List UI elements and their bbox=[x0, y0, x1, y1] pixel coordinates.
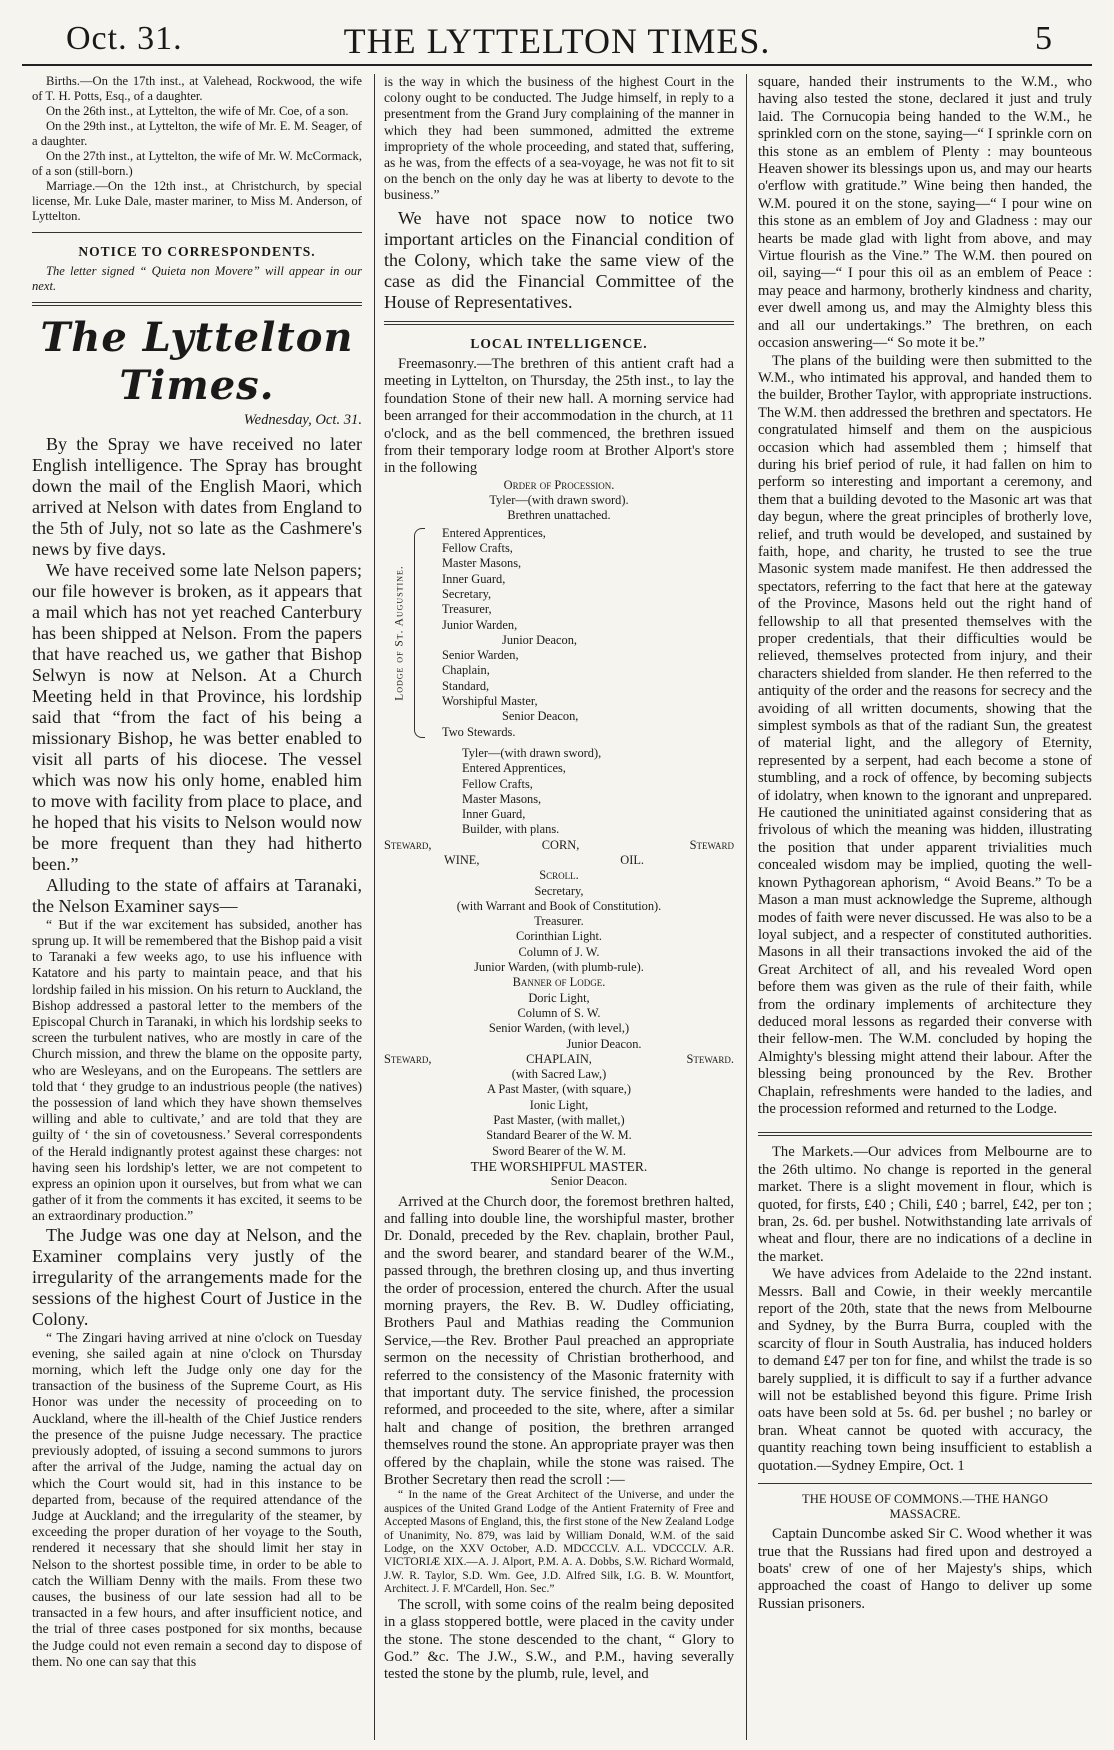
markets-paragraph: The Markets.—Our advices from Melbourne are to the 26th ultimo. No change is reported in the general market. There is a slight movement in flour, which is quoted, for firsts, £40 ; Chili, £40 ; barrel, £42, per ton ; bran, 2s. 6d. per bushel. Notwithstanding late arrivals of wheat and flour, there are no indications of a decline in the market. bbox=[758, 1144, 1092, 1265]
chaplain-row bbox=[384, 1052, 734, 1067]
procession-line: Inner Guard, bbox=[462, 807, 526, 822]
issue-date: Oct. 31. bbox=[66, 20, 183, 57]
procession-line: Corinthian Light. bbox=[515, 929, 603, 944]
lodge-label: Lodge of St. Augustine. bbox=[393, 565, 406, 701]
divider bbox=[32, 302, 362, 306]
notice-text: The letter signed “ Quieta non Movere” will appear in our next. bbox=[32, 264, 362, 294]
procession-line: Ionic Light, bbox=[529, 1097, 589, 1112]
procession-line: Tyler—(with drawn sword), bbox=[462, 745, 602, 760]
procession-line: Sword Bearer of the W. M. bbox=[492, 1143, 626, 1158]
steward-label: Steward, bbox=[384, 1051, 432, 1066]
procession-line: Standard, bbox=[442, 678, 490, 693]
dateline: Wednesday, Oct. 31. bbox=[243, 412, 362, 429]
column-1 bbox=[32, 74, 362, 1740]
procession-line: Senior Warden, (with level,) bbox=[488, 1021, 630, 1036]
marriage-notice: Marriage.—On the 12th inst., at Christchurch, by special license, Mr. Luke Dale, master mariner, to Miss M. Anderson, of Lyttelton. bbox=[32, 179, 362, 223]
procession-line: A Past Master, (with square,) bbox=[486, 1082, 632, 1097]
notice-heading: NOTICE TO CORRESPONDENTS. bbox=[78, 244, 316, 259]
procession-line: Entered Apprentices, bbox=[462, 761, 566, 776]
procession-line: Entered Apprentices, bbox=[442, 525, 546, 540]
wine-oil-row bbox=[384, 853, 734, 868]
procession-line: Secretary, bbox=[442, 586, 492, 601]
procession-line: Junior Warden, bbox=[442, 617, 518, 632]
birth-notice: On the 29th inst., at Lyttelton, the wife of Mr. E. M. Seager, of a daughter. bbox=[32, 119, 362, 148]
procession-line: Banner of Lodge. bbox=[512, 975, 606, 990]
divider bbox=[758, 1483, 1092, 1484]
procession-line: Junior Deacon, bbox=[502, 632, 578, 647]
birth-notice: On the 27th inst., at Lyttelton, the wife of Mr. W. McCormack, of a son (still-born.) bbox=[32, 149, 362, 178]
birth-notice: On the 26th inst., at Lyttelton, the wife of Mr. Coe, of a son. bbox=[46, 104, 349, 118]
procession-line: Fellow Crafts, bbox=[442, 541, 513, 556]
divider bbox=[758, 1132, 1092, 1136]
commons-heading: THE HOUSE OF COMMONS.—THE HANGO MASSACRE. bbox=[802, 1492, 1048, 1522]
procession-line: Fellow Crafts, bbox=[462, 776, 533, 791]
freemasonry-paragraph: Freemasonry.—The brethren of this antient craft had a meeting in Lyttelton, on Thursday, the 25th inst., to lay the foundation Stone of their new hall. A morning service had been arranged for their accommodation in the church, at 11 o'clock, and as the bell commenced, the brethren issued from their temporary lodge room at Brother Alport's store in the following bbox=[384, 356, 734, 477]
column-3 bbox=[758, 74, 1092, 1740]
procession-line: (with Warrant and Book of Constitution). bbox=[456, 898, 662, 913]
procession-line: Master Masons, bbox=[442, 556, 522, 571]
divider bbox=[384, 321, 734, 325]
steward-label: Steward, bbox=[384, 837, 432, 852]
adelaide-paragraph: We have advices from Adelaide to the 22nd instant. Messrs. Ball and Cowie, in their weekly mercantile report of the 20th, state that the news from Melbourne and Sydney, by the Burra Burra, coupled with the scarcity of flour in South Australia, has induced holders to demand £47 per ton for fine, and whilst the trade is so barely supplied, it is difficult to say if a further advance will not be established beyond this figure. Prime Irish oats have been sold at 5s. 6d. per bushel ; no barley or bran. Wheat cannot be quoted with accuracy, the quantity reaching town being insufficient to establish a quotation.—Sydney Empire, Oct. 1 bbox=[758, 1266, 1092, 1474]
column-2 bbox=[384, 74, 734, 1740]
oil-label: OIL. bbox=[620, 853, 644, 867]
procession-line: Inner Guard, bbox=[442, 571, 506, 586]
scroll-deposit-paragraph: The scroll, with some coins of the realm being deposited in a glass stoppered bottle, were placed in the cavity under the stone. The stone descended to the chant, “ Glory to God.” &c. The J.W., S.W., and P.M., having severally tested the stone by the plumb, rule, level, and bbox=[384, 1596, 734, 1683]
lodge-block bbox=[384, 526, 734, 740]
procession-line: Worshipful Master, bbox=[442, 694, 538, 709]
steward-label: Steward bbox=[689, 837, 734, 852]
steward-row bbox=[384, 838, 734, 853]
article-paragraph: By the Spray we have received no later English intelligence. The Spray has brought down the mail of the English Maori, which arrived at Nelson with dates from England to the 5th of July, not so late as the Cashmere's news by five days. bbox=[32, 433, 362, 559]
divider bbox=[32, 232, 362, 233]
scroll-text: “ In the name of the Great Architect of the Universe, and under the auspices of the United Grand Lodge of the Antient Fraternity of Free and Accepted Masons of England, this, the first stone of the New Zealand Lodge of Unanimity, No. 879, was laid by William Donald, W.M. of the said Lodge, on the XXV October, A.D. MDCCCLV. A.L. VDCCCLV. A.R. VICTORIÆ XIX.—A. J. Alport, P.M. A. A. Dobbs, S.W. Richard Wormald, J.W. R. Taylor, S.D. Wm. Gee, J.D. Alfred Silk, I.G. B. W. Mountfort, Architect. J. F. M'Cardell, Hon. Sec.” bbox=[384, 1489, 734, 1596]
procession-line: Junior Warden, (with plumb-rule). bbox=[474, 960, 644, 975]
column-rule bbox=[746, 74, 747, 1740]
financial-paragraph: We have not space now to notice two important articles on the Financial condition of the Colony, which take the same view of the case as did the Financial Committee of the House of Representatives. bbox=[384, 207, 734, 312]
chaplain-label: CHAPLAIN, bbox=[526, 1051, 592, 1066]
procession-line: Two Stewards. bbox=[442, 724, 516, 739]
procession-line: Standard Bearer of the W. M. bbox=[486, 1128, 632, 1143]
procession-line: Senior Warden, bbox=[442, 648, 519, 663]
procession-line: Tyler—(with drawn sword). bbox=[489, 493, 629, 508]
bracket bbox=[414, 528, 425, 738]
worshipful-master: THE WORSHIPFUL MASTER. bbox=[470, 1158, 648, 1174]
procession-line: Senior Deacon, bbox=[502, 709, 579, 724]
procession-line: Builder, with plans. bbox=[462, 822, 560, 837]
arrival-paragraph: Arrived at the Church door, the foremost brethren halted, and falling into double line, the worshipful master, brother Dr. Donald, preceded by the Rev. chaplain, brother Paul, and the sword bearer, and standard bearer of the W.M., passed through, the brethren closing up, and thus inverting the order of procession, entered the church. After the usual morning prayers, the Rev. B. W. Dudley officiating, Brothers Paul and Mathias reading the Communion Service,—the Rev. Brother Paul preached an appropriate sermon on the necessity of Christian brotherhood, and referred to the consistency of the Masonic fraternity with that important duty. The service finished, the procession reformed, and proceeded to the site, where, after a similar halt and change of position, the brethren arranged themselves round the stone. An appropriate prayer was then offered by the chaplain, while the stone was raised. The Brother Secretary then read the scroll :— bbox=[384, 1193, 734, 1489]
steward-label: Steward. bbox=[686, 1051, 734, 1066]
quote-paragraph: “ The Zingari having arrived at nine o'clock on Tuesday evening, she sailed again at nine o'clock on Thursday morning, which left the Judge only one day for the transaction of the business of the Supreme Court, as His Honor was under the necessity of proceeding on to Auckland, where the ill-health of the Chief Justice renders the presence of the puisne Judge necessary. The practice previously adopted, of issuing a second summons to jurors after the arrival of the Judge, naming the actual day on which the Court would sit, had in this instance to be departed from, because of the required attendance of the Judge at Auckland; and the irregularity of the steamer, by exceeding the proper duration of her voyage to the South, rendered it necessary that she should limit her stay in Nelson to the shortest possible time, in order to be able to catch the William Denny with the mails. From these two causes, the business of our late session had all to be transacted in a few hours, and after insufficient notice, and the trial of three cases postponed for six months, because the Judge could not even remain a second day to dispose of them. No one can say that this bbox=[32, 1329, 362, 1669]
birth-notice: Births.—On the 17th inst., at Valehead, Rockwood, the wife of T. H. Potts, Esq., of a daughter. bbox=[32, 74, 362, 103]
article-paragraph: The Judge was one day at Nelson, and the Examiner complains very justly of the irregularity of the arrangements made for the sessions of the highest Court of Justice in the Colony. bbox=[32, 1224, 362, 1329]
corn-label: CORN, bbox=[541, 837, 580, 852]
newspaper-title: THE LYTTELTON TIMES. bbox=[343, 21, 771, 61]
procession-line: Treasurer, bbox=[442, 602, 492, 617]
procession-line: Brethren unattached. bbox=[507, 508, 611, 523]
article-paragraph: Alluding to the state of affairs at Taranaki, the Nelson Examiner says— bbox=[32, 874, 362, 916]
columns bbox=[22, 74, 1092, 1740]
procession-line: Past Master, (with mallet,) bbox=[493, 1113, 625, 1128]
masthead bbox=[22, 14, 1092, 66]
paper-title: The Lyttelton Times. bbox=[40, 314, 354, 410]
procession-line: Chaplain, bbox=[442, 663, 490, 678]
order-title: Order of Procession. bbox=[503, 477, 615, 492]
plans-paragraph: The plans of the building were then submitted to the W.M., who intimated his approval, and handed them to the builder, Brother Taylor, with appropriate instructions. The W.M. then addressed the brethren and spectators. He congratulated himself and them on the auspicious occasion which had assembled them ; himself that during his brief period of rule, it had fallen on him to perform so interesting and important a ceremony, and them that a building devoted to the Masonic art was that day begun, where the great principles of brotherly love, relief, and truth would be developed, and sustained by faith, hope, and charity, he trusted to see the true Masonic system made manifest. He then addressed the spectators, referring to the fact that here at the gateway of the Province, Masons held out the right hand of fellowship to all that presented themselves with the proper credentials, that their difficulties would be relieved, themselves protected from injury, and their characters shielded from slander. He then referred to the antiquity of the order and the reasons for secrecy and the avoiding of all written documents, showing that the simplest symbols as that of the radiant Sun, the greatest of material light, and the allegory of Eternity, represented by a serpent, had each become a stone of stumbling, and a rock of offence, by becoming subjects of idolatry, when known to the ignorant and unprepared. He cautioned the uninitiated against considering that as frivolous of which the meaning was hidden, illustrating the position that under apparent trivialities much concealed wisdom may be implied, quoting the well-known Pythagorean aphorism, “ Avoid Beans.” To be a Mason a man must acknowledge the Supreme, although modes of faith were never discussed. He was also to be a loyal subject, and a respecter of constituted authorities. Masons in all their transactions invoked the aid of the Great Architect of all, and his revealed Word open before them was given as the rule of their faith, while from the ordinary implements of architecture they deduced moral lessons as regarded their converse with their fellow-men. The W.M. concluded by hoping the Almighty's blessing might attend their labour. After the blessing being pronounced by the Rev. Brother Chaplain, refreshments were handed to the ladies, and the procession reformed and returned to the Lodge. bbox=[758, 352, 1092, 1117]
procession-line: Secretary, bbox=[534, 883, 584, 898]
quote-paragraph: “ But if the war excitement has subsided, another has sprung up. It will be remembered that the Bishop paid a visit to Taranaki a few weeks ago, to use his influence with Katatore and his party to maintain peace, and that his lordship failed in his mission. On his return to Auckland, the Bishop addressed a pastoral letter to the members of the Episcopal Church in Taranaki, in which his lordship seeks to screen the turbulent natives, who are mostly in care of the Church mission, and threw the blame on the opposite party, who are Wesleyans, and on the Europeans. The settlers are told that ‘ they grudge to an industrious people (the natives) the possession of land which they have shown themselves willing and able to cultivate,’ and are told that they are guilty of ‘ the sin of covetousness.’ Several correspondents of the Herald indignantly protest against these charges: not having seen his lordship's letter, we are not competent to express an opinion upon it ourselves, but from what we can gather of it from the comments it has excited, it seems to be an extraordinary production.” bbox=[32, 916, 362, 1224]
procession-line: Scroll. bbox=[539, 868, 579, 883]
article-paragraph: We have received some late Nelson papers; our file however is broken, as it appears that a mail which has not yet reached Canterbury has been shipped at Nelson. From the papers that have reached us, we gather that Bishop Selwyn is now at Nelson. At a Church Meeting held in that Province, his lordship said that “from the fact of his being a missionary Bishop, he was better enabled to visit all parts of his diocese. The vessel which was now his only home, enabled him to move with facility from place to place, and he hoped that his visits to Nelson would now be more frequent than they had hitherto been.” bbox=[32, 559, 362, 874]
procession-line: Treasurer. bbox=[534, 914, 584, 929]
order-of-procession bbox=[384, 478, 734, 1190]
procession-line: Senior Deacon. bbox=[550, 1174, 628, 1189]
procession-line: Column of S. W. bbox=[517, 1005, 601, 1020]
procession-line: (with Sacred Law,) bbox=[511, 1067, 607, 1082]
commons-paragraph: Captain Duncombe asked Sir C. Wood whether it was true that the Russians had fired upon and destroyed a boats' crew of one of her Majesty's ships, which approached the coast of Hango to deliver up some Russian prisoners. bbox=[758, 1526, 1092, 1612]
local-intelligence-heading: LOCAL INTELLIGENCE. bbox=[470, 335, 648, 351]
wine-label: WINE, bbox=[444, 853, 480, 867]
procession-line: Junior Deacon. bbox=[566, 1036, 642, 1051]
procession-line: Master Masons, bbox=[462, 791, 542, 806]
ceremony-paragraph: square, handed their instruments to the W.M., who having also tested the stone, declared it just and truly laid. The Cornucopia being handed to the W.M., he sprinkled corn on the stone, saying—“ I sprinkle corn on this stone as an emblem of Plenty : may bounteous Heaven shower its blessings upon us, and may our hearts o'erflow with gratitude.” Wine being then handed, the W.M. poured it on the stone, saying—“ I pour wine on this stone as an emblem of Joy and Gladness : may our hearts be made glad with light from above, and may Virtue flourish as the Vine.” The W.M. then poured on oil, saying—“ I pour this oil as an emblem of Peace : may peace and harmony, brotherly kindness and charity, ever dwell among us, and may the Almighty bless this and all our undertakings.” The brethren, on each occasion answering—“ So mote it be.” bbox=[758, 74, 1092, 352]
procession-line: Doric Light, bbox=[528, 990, 590, 1005]
page-number: 5 bbox=[1035, 20, 1052, 57]
column-rule bbox=[374, 74, 375, 1740]
quote-continuation: is the way in which the business of the highest Court in the colony ought to be conducted. The Judge himself, in reply to a presentment from the Grand Jury complaining of the manner in which they had been summoned, admitted the extreme impropriety of the whole proceeding, and stated that, suffering, as he was, from the effects of a sea-voyage, he was not fit to sit on the bench on the only day he was at liberty to devote to the business.” bbox=[384, 74, 734, 203]
procession-group bbox=[384, 746, 734, 838]
procession-line: Column of J. W. bbox=[518, 944, 600, 959]
